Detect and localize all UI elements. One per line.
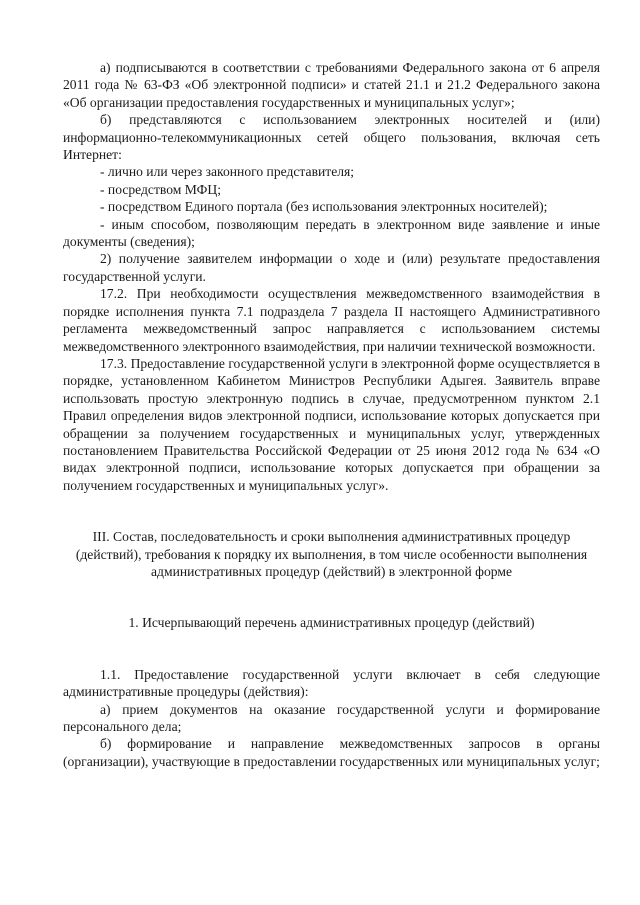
subsection-heading: 1. Исчерпывающий перечень административных процедур (действий) [128,615,535,631]
list-item: - посредством Единого портала (без использования электронных носителей); [100,199,548,215]
paragraph-17-3: 17.3. Предоставление государственной услуги в электронной форме осуществляется в порядке, установленном Кабинетом Министров Республики Адыгея. Заявитель вправе использовать простую электронную подпись в случае, предусмотренном пунктом 2.1 Правил определения видов электронной подписи, использование которых допускается при обращении за получением государственных и муниципальных услуг, утвержденных постановлением Правительства Российской Федерации от 25 июня 2012 года № 634 «О видах электронной подписи, использование которых допускается при обращении за получением государственных и муниципальных услуг». [63,355,600,493]
section-heading: III. Состав, последовательность и сроки выполнения административных процедур (действий), требования к порядку их выполнения, в том числе особенности выполнения административных процедур (действий) в электронной форме [75,529,588,579]
paragraph-electronic-media: б) представляются с использованием электронных носителей и (или) информационно-телекоммуникационных сетей общего пользования, включая сеть Интернет: [63,112,600,163]
paragraph-receiving-information: 2) получение заявителем информации о ходе и (или) результате предоставления государственной услуги. [63,251,600,284]
list-item: - посредством МФЦ; [100,181,222,197]
list-item: - лично или через законного представителя; [100,164,355,180]
paragraph-signature-requirements: а) подписываются в соответствии с требованиями Федерального закона от 6 апреля 2011 года № 63-ФЗ «Об электронной подписи» и статей 21.1 и 21.2 Федерального закона «Об организации предоставления государственных и муниципальных услуг»; [63,60,600,110]
paragraph-other-method: - иным способом, позволяющим передать в электронном виде заявление и иные документы (сведения); [63,216,600,250]
spacer [63,494,600,528]
paragraph-1-1: 1.1. Предоставление государственной услуги включает в себя следующие административные процедуры (действия): [63,666,600,700]
paragraph-document-reception: а) прием документов на оказание государственной услуги и формирование персонального дела; [63,701,600,734]
spacer [63,632,600,666]
paragraph-17-2: 17.2. При необходимости осуществления межведомственного взаимодействия в порядке исполнения пункта 7.1 подраздела 7 раздела II настоящего Административного регламента межведомственный запрос направляется с использованием системы межведомственного электронного взаимодействия, при наличии технической возможности. [63,286,600,354]
spacer [63,580,600,614]
paragraph-interagency-requests: б) формирование и направление межведомственных запросов в органы (организации), участвующие в предоставлении государственных или муниципальных услуг; [63,736,600,769]
